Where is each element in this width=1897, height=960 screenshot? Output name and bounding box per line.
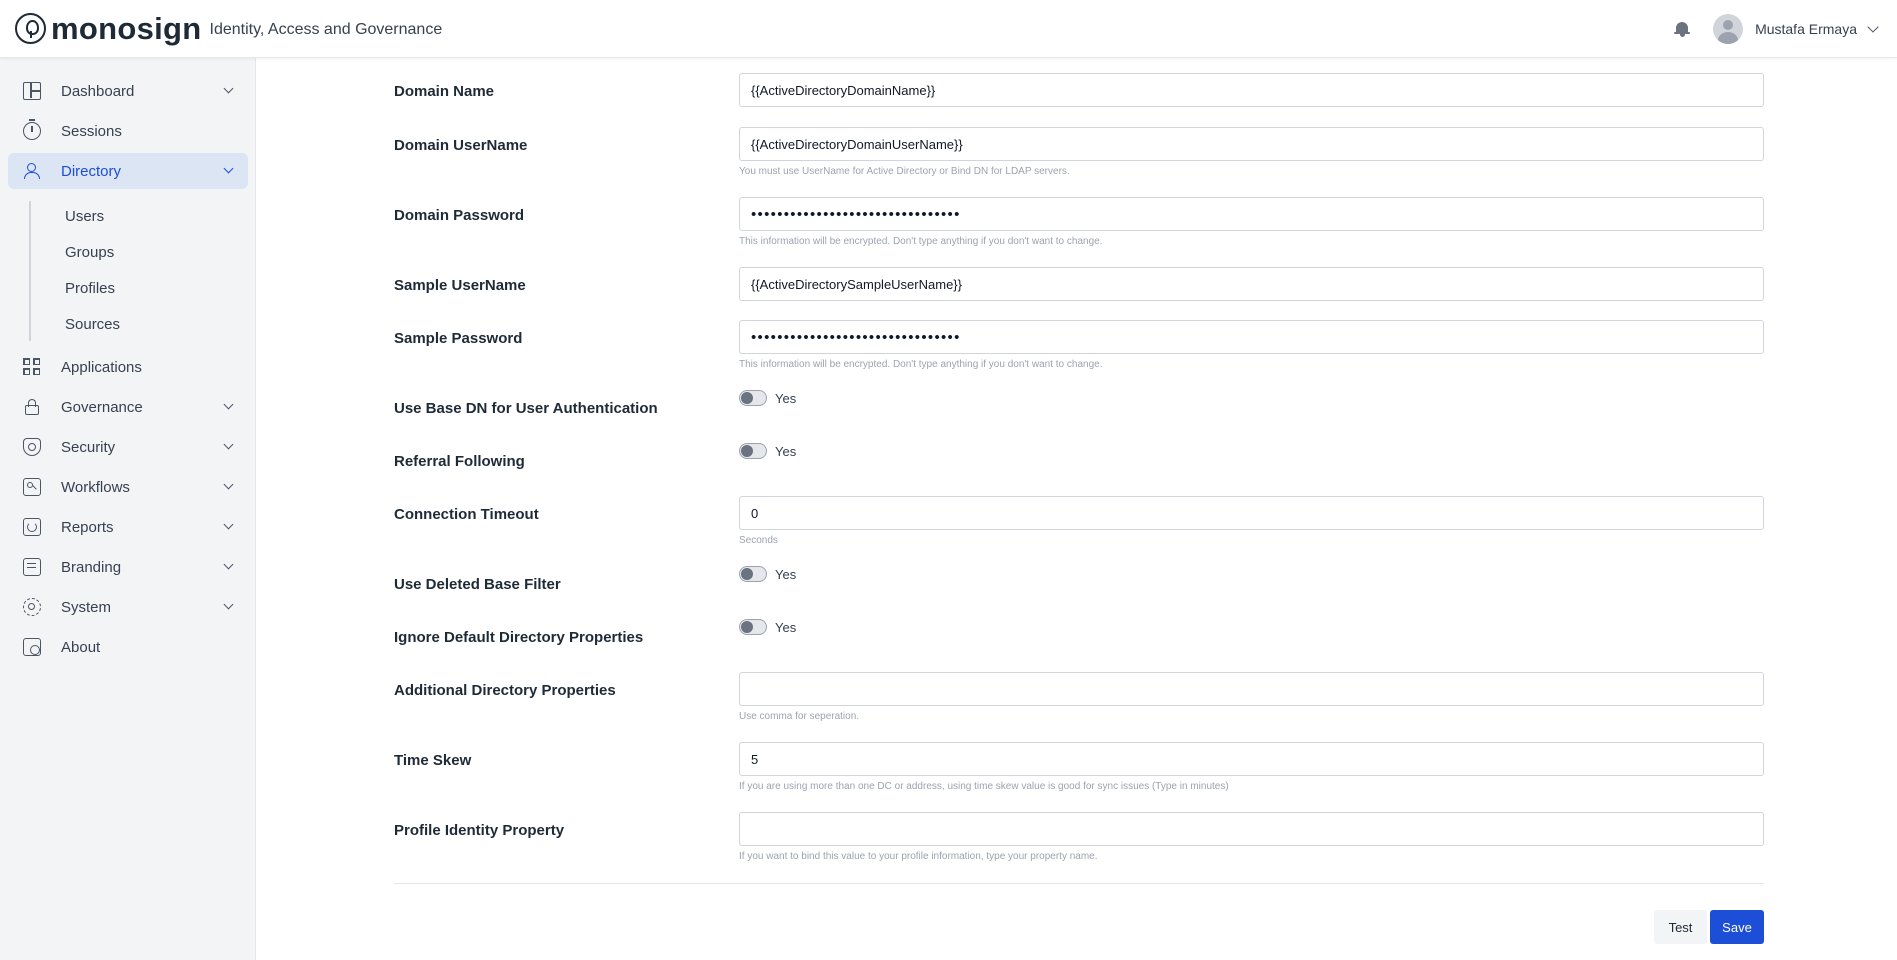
lock-icon — [23, 398, 41, 416]
toggle-switch[interactable] — [739, 390, 767, 406]
domain-password-label: Domain Password — [394, 207, 525, 224]
toggle-label: Yes — [775, 443, 797, 459]
sample-username-input[interactable] — [739, 267, 1764, 301]
sidebar-item-applications[interactable] — [8, 349, 248, 385]
use-deleted-base-label: Use Deleted Base Filter — [394, 576, 561, 593]
about-icon — [23, 638, 41, 656]
connection-timeout-help: Seconds — [739, 535, 778, 546]
sidebar-item-about[interactable] — [8, 629, 248, 665]
profile-identity-input[interactable] — [739, 812, 1764, 846]
monosign-logo-icon — [15, 13, 46, 44]
sidebar — [0, 58, 256, 960]
sidebar-item-branding[interactable] — [8, 549, 248, 585]
profile-identity-help: If you want to bind this value to your profile information, type your property name. — [739, 851, 1098, 862]
sidebar-item-sessions[interactable] — [8, 113, 248, 149]
user-name[interactable]: Mustafa Ermaya — [1755, 21, 1857, 37]
domain-username-help: You must use UserName for Active Directory or Bind DN for LDAP servers. — [739, 166, 1070, 177]
clock-icon — [23, 122, 41, 140]
branding-icon — [23, 558, 41, 576]
chevron-down-icon — [224, 600, 234, 610]
toggle-switch[interactable] — [739, 619, 767, 635]
gear-icon — [23, 598, 41, 616]
domain-name-label: Domain Name — [394, 83, 495, 100]
sidebar-item-directory[interactable] — [8, 153, 248, 189]
use-deleted-base-toggle[interactable] — [739, 566, 796, 582]
sidebar-item-label: System — [61, 598, 112, 616]
profile-identity-label: Profile Identity Property — [394, 822, 565, 839]
report-icon — [23, 518, 41, 536]
domain-password-help: This information will be encrypted. Don't type anything if you don't want to change. — [739, 236, 1103, 247]
save-button[interactable]: Save — [1710, 910, 1764, 944]
source-settings-form — [257, 58, 1897, 960]
domain-username-label: Domain UserName — [394, 137, 528, 154]
use-base-dn-label: Use Base DN for User Authentication — [394, 400, 658, 417]
time-skew-label: Time Skew — [394, 752, 472, 769]
toggle-label: Yes — [775, 566, 797, 582]
chevron-down-icon — [224, 84, 234, 94]
avatar[interactable] — [1713, 14, 1743, 44]
sidebar-item-label: Applications — [61, 358, 142, 376]
shield-icon — [23, 438, 41, 456]
time-skew-input[interactable] — [739, 742, 1764, 776]
connection-timeout-label: Connection Timeout — [394, 506, 539, 523]
sample-username-label: Sample UserName — [394, 277, 526, 294]
domain-name-input[interactable] — [739, 73, 1764, 107]
brand-logo[interactable] — [15, 11, 442, 47]
apps-icon — [23, 358, 41, 376]
submenu-line — [29, 201, 31, 341]
sidebar-item-label: About — [61, 638, 101, 656]
brand-subtitle: Identity, Access and Governance — [209, 20, 443, 38]
sidebar-item-label: Security — [61, 438, 116, 456]
form-divider — [394, 883, 1764, 884]
chevron-down-icon — [224, 480, 234, 490]
toggle-label: Yes — [775, 619, 797, 635]
users-icon — [23, 162, 41, 180]
sample-password-input[interactable] — [739, 320, 1764, 354]
connection-timeout-input[interactable] — [739, 496, 1764, 530]
toggle-label: Yes — [775, 390, 797, 406]
additional-props-help: Use comma for seperation. — [739, 711, 860, 722]
sidebar-item-label: Governance — [61, 398, 143, 416]
referral-following-toggle[interactable] — [739, 443, 796, 459]
sidebar-item-governance[interactable] — [8, 389, 248, 425]
additional-props-input[interactable] — [739, 672, 1764, 706]
sample-password-label: Sample Password — [394, 330, 523, 347]
chevron-down-icon — [224, 400, 234, 410]
sidebar-item-label: Directory — [61, 162, 122, 180]
chevron-down-icon — [224, 440, 234, 450]
sidebar-item-label: Dashboard — [61, 82, 135, 100]
sidebar-item-label: Reports — [61, 518, 114, 536]
brand-name: monosign — [51, 10, 202, 46]
sidebar-item-system[interactable] — [8, 589, 248, 625]
toggle-switch[interactable] — [739, 566, 767, 582]
referral-following-label: Referral Following — [394, 453, 525, 470]
sidebar-item-label: Sessions — [61, 122, 122, 140]
domain-username-input[interactable] — [739, 127, 1764, 161]
additional-props-label: Additional Directory Properties — [394, 682, 616, 699]
ignore-default-props-toggle[interactable] — [739, 619, 796, 635]
chevron-down-icon — [224, 164, 234, 174]
chevron-down-icon — [224, 520, 234, 530]
workflow-icon — [23, 478, 41, 496]
bell-icon[interactable] — [1673, 20, 1691, 38]
sidebar-subitem-profiles[interactable]: Profiles — [65, 280, 116, 297]
time-skew-help: If you are using more than one DC or address, using time skew value is good for sync issues (Type in minutes) — [739, 781, 1229, 792]
top-header — [0, 0, 1897, 58]
chevron-down-icon[interactable] — [1867, 21, 1878, 32]
sidebar-item-label: Branding — [61, 558, 122, 576]
sidebar-item-security[interactable] — [8, 429, 248, 465]
ignore-default-props-label: Ignore Default Directory Properties — [394, 629, 644, 646]
sidebar-item-workflows[interactable] — [8, 469, 248, 505]
test-button[interactable]: Test — [1654, 910, 1707, 944]
sidebar-subitem-sources[interactable]: Sources — [65, 316, 121, 333]
sidebar-subitem-users[interactable]: Users — [65, 208, 105, 225]
toggle-switch[interactable] — [739, 443, 767, 459]
dashboard-icon — [23, 82, 41, 100]
domain-password-input[interactable] — [739, 197, 1764, 231]
sidebar-item-label: Workflows — [61, 478, 130, 496]
sidebar-item-dashboard[interactable] — [8, 73, 248, 109]
sidebar-item-reports[interactable] — [8, 509, 248, 545]
use-base-dn-toggle[interactable] — [739, 390, 796, 406]
chevron-down-icon — [224, 560, 234, 570]
sidebar-subitem-groups[interactable]: Groups — [65, 244, 115, 261]
sample-password-help: This information will be encrypted. Don't type anything if you don't want to change. — [739, 359, 1103, 370]
